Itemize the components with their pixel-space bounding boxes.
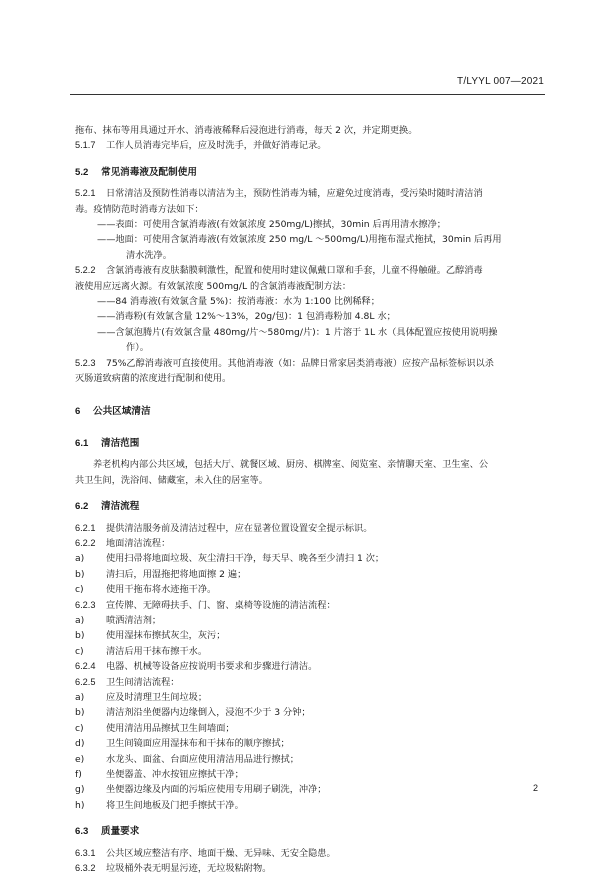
lettered-list — [75, 613, 543, 659]
list-item-text: 使用干拖布将水迹拖干净。 — [106, 584, 217, 596]
clause-text: 日常清洁及预防性消毒以清洁为主，预防性消毒为辅，应避免过度消毒，受污染时随时清洁消 — [106, 188, 483, 200]
dash-item: ——表面：可使用含氯消毒液(有效氯浓度 250mg/L)擦拭，30min 后再用清水擦净； — [97, 219, 446, 231]
clause-6-2-1 — [75, 521, 543, 536]
clause-number: 6.2.2 — [75, 537, 96, 548]
list-item — [75, 752, 543, 767]
clause-text: 垃圾桶外表无明显污迹，无垃圾粘附物。 — [106, 863, 272, 875]
clause-text-continued: 毒。疫情防范时消毒方法如下： — [75, 203, 204, 215]
list-item-text: 水龙头、面盆、台面应使用清洁用品进行擦拭； — [106, 753, 299, 765]
list-item-label: e) — [75, 753, 85, 765]
clause-5-1-7 — [75, 138, 543, 153]
dash-item-continued: 清水洗净。 — [126, 249, 172, 261]
list-item-label: b) — [75, 568, 85, 580]
list-item — [75, 628, 543, 643]
list-item-label: a) — [75, 553, 85, 565]
list-item — [75, 690, 543, 705]
clause-6-3-2 — [75, 861, 543, 876]
clause-text: 地面清洁流程： — [106, 537, 171, 549]
clause-number: 6.2.3 — [75, 599, 96, 610]
lettered-list — [75, 690, 543, 813]
dash-item: ——地面：可使用含氯消毒液(有效氯浓度 250 mg/L ～500mg/L)用拖布湿式拖拭，30min 后再用 — [97, 234, 502, 246]
list-item-text: 坐便器盖、冲水按钮应擦拭干净； — [106, 769, 244, 781]
list-item — [75, 644, 543, 659]
clause-number: 5.2.3 — [75, 357, 96, 368]
list-item-text: 卫生间镜面应用湿抹布和干抹布的顺序擦拭； — [106, 738, 290, 750]
clause-6-2-2 — [75, 536, 543, 598]
list-item-text: 清洁后用干抹布擦干水。 — [106, 645, 208, 657]
standard-code: T/LYYL 007—2021 — [457, 76, 544, 87]
clause-6-2-5 — [75, 675, 543, 814]
list-item-label: c) — [75, 584, 84, 596]
section-number: 6.2 — [75, 501, 89, 513]
clause-text: 工作人员消毒完毕后，应及时洗手，并做好消毒记录。 — [106, 140, 327, 152]
scope-paragraph: 养老机构内部公共区域，包括大厅、就餐区域、厨房、棋牌室、阅览室、亲情聊天室、卫生室、公 — [93, 459, 489, 471]
list-item — [75, 736, 543, 751]
page-content — [75, 123, 543, 876]
section-title: 清洁范围 — [101, 437, 140, 449]
list-item-text: 清洁剂沿坐便器内边缘倒入，浸泡不少于 3 分钟； — [106, 707, 311, 719]
section-title: 公共区域清洁 — [93, 405, 151, 417]
clause-number: 5.2.2 — [75, 265, 96, 276]
clause-5-2-3 — [75, 356, 543, 387]
section-title: 质量要求 — [101, 826, 140, 838]
list-item-label: c) — [75, 645, 84, 657]
lettered-list — [75, 551, 543, 597]
dash-item: ——84 消毒液(有效氯含量 5%)：按消毒液：水为 1:100 比例稀释； — [97, 296, 380, 308]
list-item-label: h) — [75, 799, 85, 811]
list-item-label: g) — [75, 784, 85, 796]
list-item-text: 使用扫帚将地面垃圾、灰尘清扫干净，每天早、晚各至少清扫 1 次； — [106, 553, 385, 565]
clause-number: 6.2.4 — [75, 661, 96, 672]
list-item-label: a) — [75, 614, 85, 626]
clause-text: 提供清洁服务前及清洁过程中，应在显著位置设置安全提示标识。 — [106, 522, 373, 534]
clause-number: 5.2.1 — [75, 188, 96, 199]
list-item — [75, 782, 543, 797]
list-item-text: 喷洒清洁剂； — [106, 614, 162, 626]
clause-text-continued: 液使用应远离火源。有效氯浓度 500mg/L 的含氯消毒液配制方法： — [75, 280, 352, 292]
list-item-text: 使用清洁用品擦拭卫生间墙面； — [106, 722, 235, 734]
clause-number: 6.2.5 — [75, 676, 96, 687]
list-item-text: 使用湿抹布擦拭灰尘，灰污； — [106, 630, 226, 642]
list-item — [75, 705, 543, 720]
clause-text: 卫生间清洁流程： — [106, 676, 180, 688]
list-item — [75, 551, 543, 566]
section-number: 6 — [75, 405, 81, 417]
list-item-label: f) — [75, 769, 82, 781]
list-item — [75, 767, 543, 782]
list-item-text: 将卫生间地板及门把手擦拭干净。 — [106, 799, 244, 811]
section-6-3-heading — [75, 824, 543, 839]
section-5-2-heading — [75, 165, 543, 180]
carry-over-paragraph: 拖布、抹布等用具通过开水、消毒液稀释后浸泡进行消毒，每天 2 次，并定期更换。 — [75, 125, 418, 136]
clause-number: 5.1.7 — [75, 140, 96, 151]
clause-number: 6.3.1 — [75, 847, 96, 858]
section-title: 清洁流程 — [101, 501, 140, 513]
list-item-text: 清扫后，用湿拖把将地面擦 2 遍； — [106, 568, 247, 580]
section-6-heading — [75, 404, 543, 419]
list-item-label: d) — [75, 738, 85, 750]
section-number: 5.2 — [75, 166, 89, 178]
section-6-2-heading — [75, 499, 543, 514]
list-item — [75, 567, 543, 582]
clause-text: 电器、机械等设备应按说明书要求和步骤进行清洁。 — [106, 661, 318, 673]
list-item-text: 坐便器边缘及内面的污垢应使用专用刷子刷洗，冲净； — [106, 784, 327, 796]
clause-6-2-4 — [75, 659, 543, 674]
section-6-1-heading — [75, 436, 543, 451]
clause-text: 75%乙醇消毒液可直接使用。其他消毒液（如：品牌日常家居类消毒液）应按产品标签标识以杀 — [106, 357, 494, 369]
page-number: 2 — [532, 783, 538, 793]
clause-text: 公共区域应整洁有序、地面干燥、无异味、无安全隐患。 — [106, 847, 336, 859]
list-item-label: b) — [75, 630, 85, 642]
scope-paragraph-continued: 共卫生间，洗浴间、储藏室，未入住的居室等。 — [75, 474, 268, 486]
clause-number: 6.2.1 — [75, 522, 96, 533]
clause-text-continued: 灭肠道致病菌的浓度进行配制和使用。 — [75, 373, 232, 385]
list-item — [75, 582, 543, 597]
clause-number: 6.3.2 — [75, 863, 96, 874]
section-number: 6.1 — [75, 437, 89, 449]
section-title: 常见消毒液及配制使用 — [101, 166, 197, 178]
list-item-label: c) — [75, 722, 84, 734]
clause-text: 宣传牌、无障碍扶手、门、窗、桌椅等设施的清洁流程： — [106, 599, 336, 611]
section-number: 6.3 — [75, 826, 89, 838]
clause-6-2-3 — [75, 598, 543, 660]
dash-item-continued: 作）。 — [126, 342, 149, 354]
clause-5-2-2 — [75, 263, 543, 355]
list-item-label: b) — [75, 707, 85, 719]
list-item — [75, 798, 543, 813]
clause-5-2-1 — [75, 186, 543, 263]
clause-text: 含氯消毒液有皮肤黏膜刺激性，配置和使用时建议佩戴口罩和手套，儿童不得触碰。乙醇消毒 — [106, 265, 483, 277]
header-rule — [70, 94, 545, 95]
clause-6-3-1 — [75, 846, 543, 861]
dash-item: ——含氯泡腾片(有效氯含量 480mg/片～580mg/片)：1 片溶于 1L 水（具体配置应按使用说明操 — [97, 326, 498, 338]
list-item — [75, 613, 543, 628]
list-item-text: 应及时清理卫生间垃圾； — [106, 692, 208, 703]
dash-item: ——消毒粉(有效氯含量 12%～13%，20g/包)：1 包消毒粉加 4.8L 水； — [97, 311, 396, 323]
list-item — [75, 721, 543, 736]
list-item-label: a) — [75, 692, 85, 703]
